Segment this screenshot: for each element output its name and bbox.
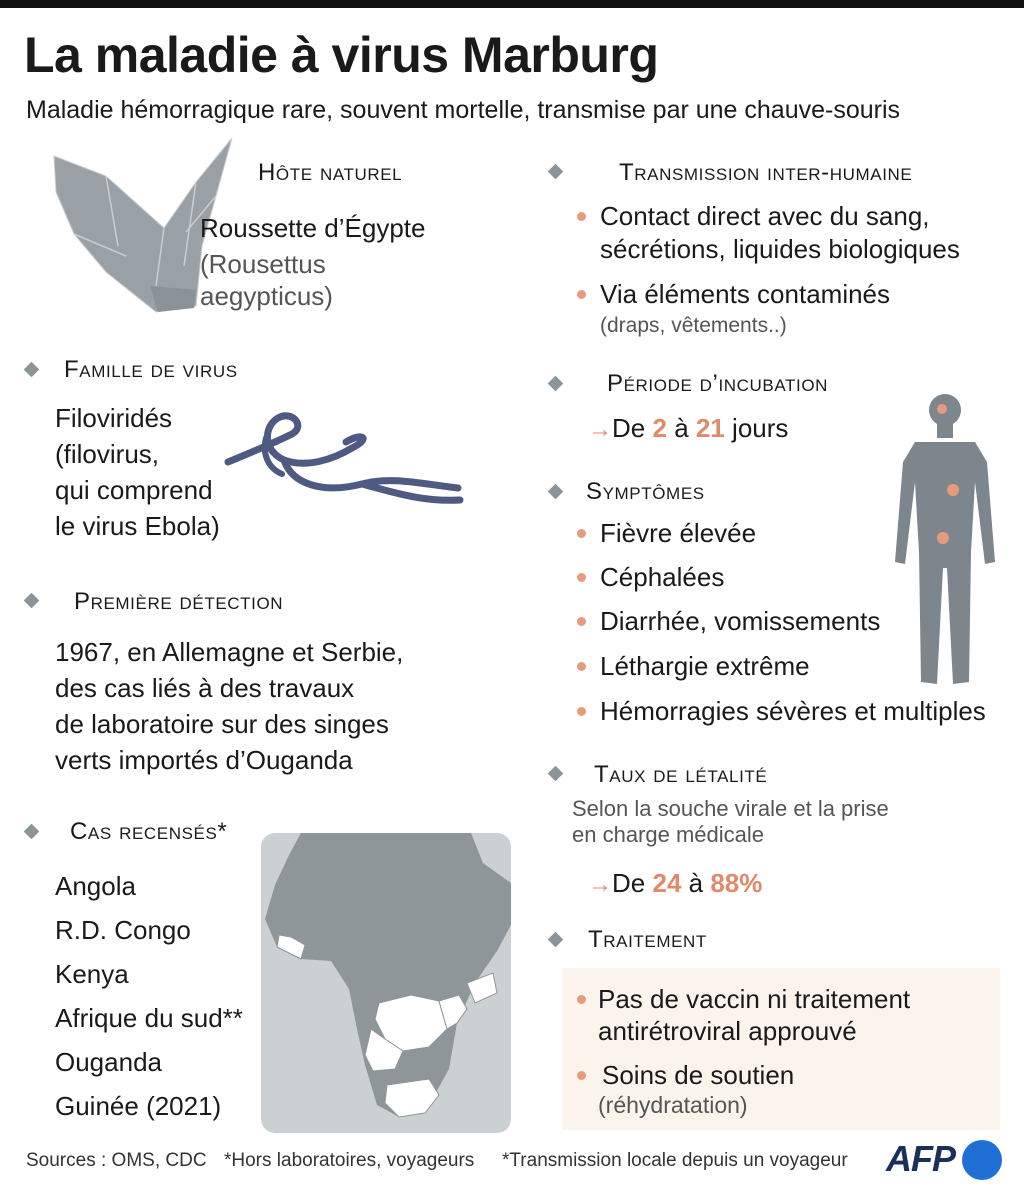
transmission-item1-line2: sécrétions, liquides biologiques — [600, 234, 960, 264]
africa-map — [261, 833, 511, 1133]
treatment-item2-line1: Soins de soutien — [602, 1060, 795, 1090]
diamond-icon — [548, 164, 564, 180]
bullet-icon — [577, 1071, 586, 1080]
host-latin-line2: aegypticus) — [200, 281, 333, 311]
footer-note2: *Transmission locale depuis un voyageur — [502, 1150, 848, 1171]
footer-sources: Sources : OMS, CDC — [26, 1150, 207, 1171]
lethality-value: →De 24 à 88% — [588, 868, 763, 898]
treatment-heading: Traitement — [588, 926, 707, 953]
lethality-note-line1: Selon la souche virale et la prise — [572, 796, 889, 821]
family-line1: Filoviridés — [55, 403, 173, 433]
transmission-item2-line2: (draps, vêtements..) — [600, 314, 787, 337]
arrow-right-icon: → — [588, 416, 612, 443]
case-country: Guinée (2021) — [55, 1091, 222, 1121]
bullet-icon — [577, 617, 586, 626]
detection-line2: des cas liés à des travaux — [55, 673, 355, 703]
page-title: La maladie à virus Marburg — [24, 27, 659, 83]
case-country: Ouganda — [55, 1047, 162, 1077]
family-heading: Famille de virus — [64, 356, 238, 383]
lethality-heading: Taux de létalité — [594, 761, 768, 788]
cases-heading: Cas recensés* — [70, 818, 228, 845]
detection-line3: de laboratoire sur des singes — [55, 709, 389, 739]
host-heading: Hôte naturel — [258, 159, 403, 186]
diamond-icon — [24, 824, 40, 840]
symptom-item: Fièvre élevée — [600, 518, 757, 548]
bullet-icon — [577, 573, 586, 582]
bullet-icon — [577, 995, 586, 1004]
lethality-note-line2: en charge médicale — [572, 822, 765, 847]
case-country: Angola — [55, 871, 136, 901]
top-rule — [0, 0, 1024, 8]
human-body-illustration — [895, 392, 999, 692]
case-country: Afrique du sud** — [55, 1003, 243, 1033]
diamond-icon — [24, 362, 40, 378]
detection-heading: Première détection — [74, 588, 284, 615]
diamond-icon — [24, 593, 40, 609]
detection-line4: verts importés d’Ouganda — [55, 745, 353, 775]
diamond-icon — [548, 376, 564, 392]
symptoms-heading: Symptômes — [586, 478, 705, 505]
diamond-icon — [548, 932, 564, 948]
diamond-icon — [548, 766, 564, 782]
bullet-icon — [577, 662, 586, 671]
family-line2: (filovirus, — [55, 439, 160, 469]
footer-note1: *Hors laboratoires, voyageurs — [224, 1150, 475, 1171]
filovirus-illustration — [222, 404, 472, 514]
treatment-item1-line2: antirétroviral approuvé — [598, 1016, 857, 1046]
symptom-item: Céphalées — [600, 562, 725, 592]
bullet-icon — [577, 290, 586, 299]
afp-logo: AFP — [886, 1138, 955, 1179]
host-name: Roussette d’Égypte — [200, 213, 426, 243]
symptom-item: Diarrhée, vomissements — [600, 606, 881, 636]
treatment-item2-line2: (réhydratation) — [598, 1092, 748, 1118]
transmission-item2-line1: Via éléments contaminés — [600, 279, 891, 309]
case-country: Kenya — [55, 959, 129, 989]
symptom-item: Léthargie extrême — [600, 651, 810, 681]
symptom-item: Hémorragies sévères et multiples — [600, 696, 986, 726]
case-country: R.D. Congo — [55, 915, 191, 945]
treatment-item1-line1: Pas de vaccin ni traitement — [598, 984, 911, 1014]
bullet-icon — [577, 707, 586, 716]
diamond-icon — [548, 484, 564, 500]
bullet-icon — [577, 212, 586, 221]
host-latin-line1: (Rousettus — [200, 249, 326, 279]
arrow-right-icon: → — [588, 871, 612, 898]
incubation-value: →De 2 à 21 jours — [588, 413, 789, 443]
incubation-heading: Période d’incubation — [607, 370, 829, 397]
family-line3: qui comprend — [55, 475, 213, 505]
transmission-item1-line1: Contact direct avec du sang, — [600, 201, 930, 231]
family-line4: le virus Ebola) — [55, 511, 220, 541]
bullet-icon — [577, 529, 586, 538]
detection-line1: 1967, en Allemagne et Serbie, — [55, 637, 404, 667]
transmission-heading: Transmission inter-humaine — [619, 159, 913, 186]
afp-logo-dot — [962, 1140, 1002, 1180]
page-subtitle: Maladie hémorragique rare, souvent mortelle, transmise par une chauve-souris — [26, 96, 901, 124]
